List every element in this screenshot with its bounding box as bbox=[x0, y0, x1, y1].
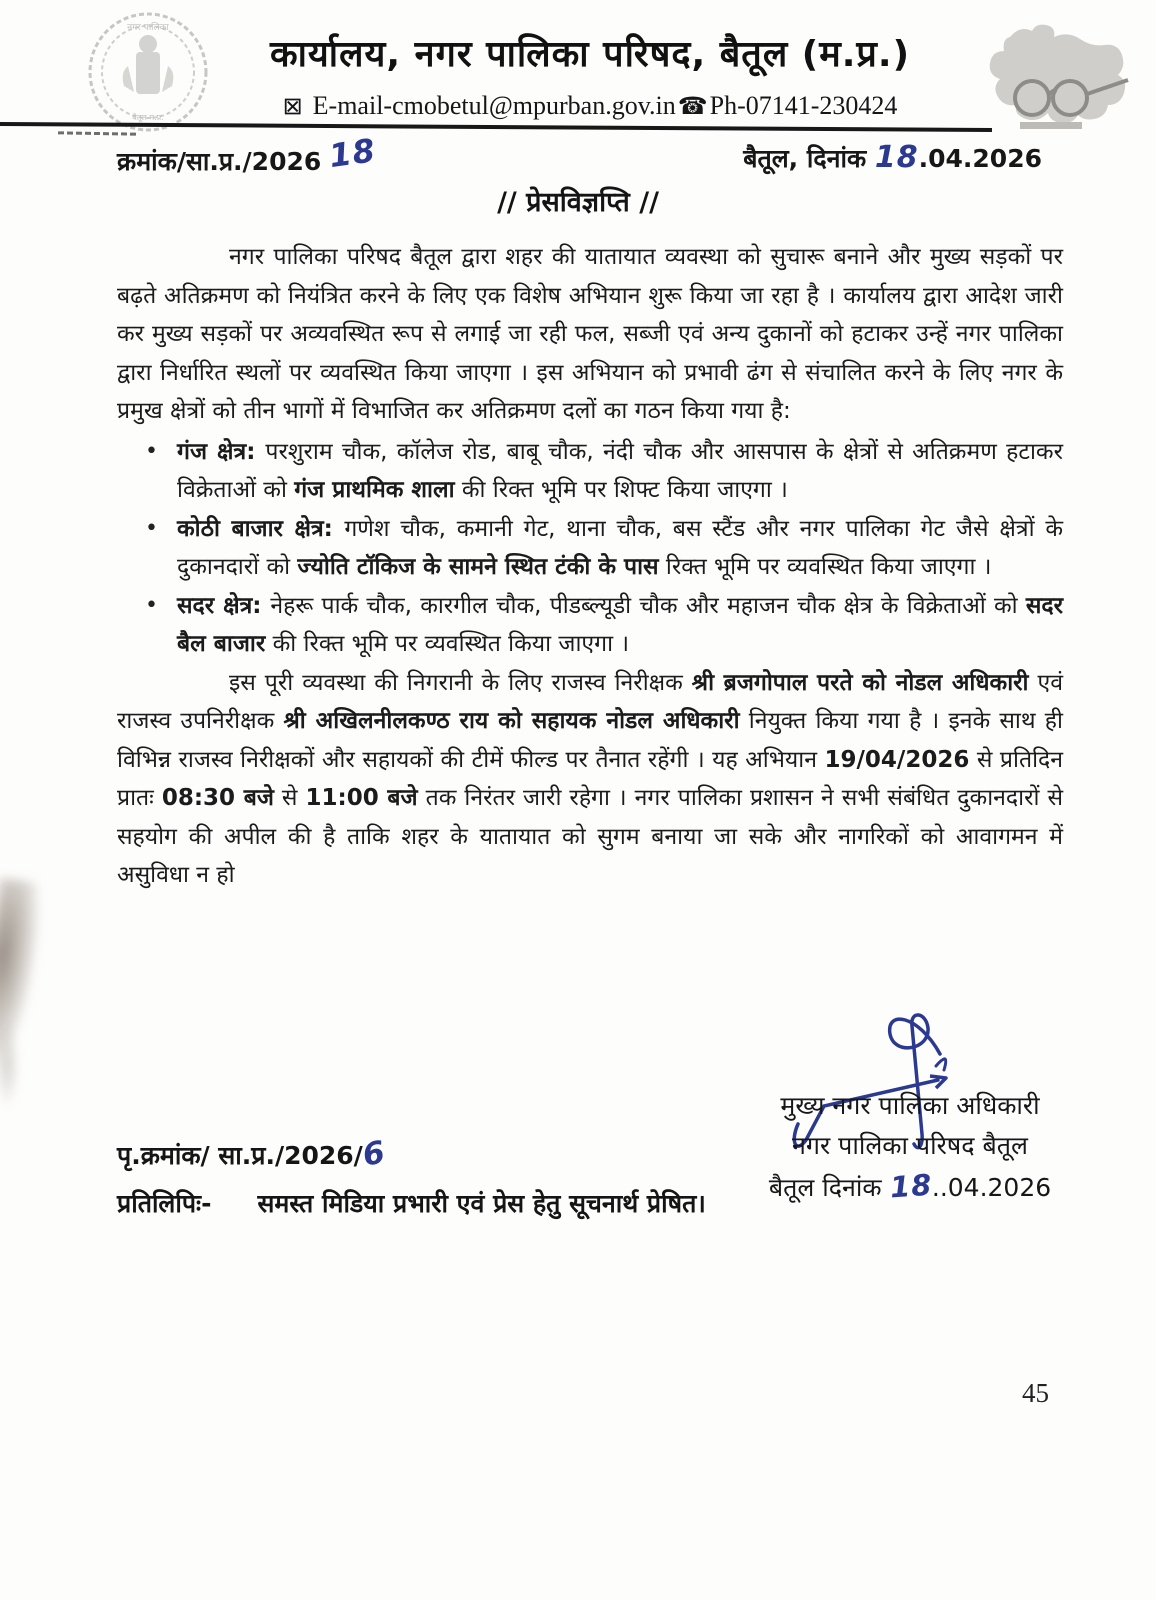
copy-to-text: समस्त मिडिया प्रभारी एवं प्रेस हेतु सूचनार्थ प्रेषित। bbox=[257, 1189, 706, 1218]
scan-smudge-light bbox=[0, 1020, 20, 1110]
header-divider-dash bbox=[58, 131, 136, 135]
svg-text:नगर पालिका: नगर पालिका bbox=[127, 23, 169, 33]
endorsement-block bbox=[117, 1136, 706, 1220]
zone-item-sadar: • सदर क्षेत्र: नेहरू पार्क चौक, कारगील चौक, पीडब्ल्यूडी चौक और महाजन चौक क्षेत्र के विक्रेताओं को सदर बैल बाजार की रिक्त भूमि पर व्यवस्थित किया जाएगा । bbox=[117, 587, 1063, 664]
signatory-title: मुख्य नगर पालिका अधिकारी bbox=[780, 1091, 1040, 1120]
signatory-designation bbox=[730, 1086, 1090, 1208]
place-date: बैतूल, दिनांक 18.04.2026 bbox=[743, 140, 1042, 175]
signature-date: बैतूल दिनांक 18..04.2026 bbox=[730, 1166, 1090, 1208]
reference-row bbox=[117, 131, 1042, 178]
paragraph-intro: नगर पालिका परिषद बैतूल द्वारा शहर की यातायात व्यवस्था को सुचारू बनाने और मुख्य सड़कों पर बढ़ते अतिक्रमण को नियंत्रित करने के लिए एक विशेष अभियान शुरू किया जा रहा है । कार्यालय द्वारा आदेश जारी कर मुख्य सड़कों पर अव्यवस्थित रूप से लगाई जा रही फल, सब्जी एवं अन्य दुकानों को हटाकर उन्हें नगर पालिका द्वारा निर्धारित स्थलों पर व्यवस्थित किया जाएगा । इस अभियान को प्रभावी ढंग से संचालित करने के लिए नगर के प्रमुख क्षेत्रों को तीन भागों में विभाजित कर अतिक्रमण दलों का गठन किया गया है: bbox=[117, 244, 1063, 424]
reference-number: क्रमांक/सा.प्र./2026 18 bbox=[117, 131, 379, 176]
letterhead bbox=[180, 28, 1000, 121]
office-title: कार्यालय, नगर पालिका परिषद, बैतूल (म.प्र.) bbox=[269, 34, 911, 75]
email-icon: ⊠ bbox=[282, 94, 303, 120]
handwritten-date-day: 18 bbox=[874, 140, 919, 175]
copy-to-line bbox=[117, 1186, 706, 1220]
zone-item-ganj: • गंज क्षेत्र: परशुराम चौक, कॉलेज रोड, बाबू चौक, नंदी चौक और आसपास के क्षेत्रों से अतिक्रमण हटाकर विक्रेताओं को गंज प्राथमिक शाला की रिक्त भूमि पर शिफ्ट किया जाएगा । bbox=[117, 433, 1063, 510]
handwritten-sign-day: 18 bbox=[888, 1167, 934, 1205]
endorsement-number: पृ.क्रमांक/ सा.प्र./2026/6 bbox=[117, 1134, 389, 1174]
handwritten-endorsement-number: 6 bbox=[359, 1134, 389, 1174]
email-text: E-mail-cmobetul@mpurban.gov.in bbox=[312, 91, 676, 120]
zone-item-kothi-bazar: • कोठी बाजार क्षेत्र: गणेश चौक, कमानी गेट, थाना चौक, बस स्टैंड और नगर पालिका गेट जैसे क्षेत्रों के दुकानदारों को ज्योति टॉकिज के सामने स्थित टंकी के पास रिक्त भूमि पर व्यवस्थित किया जाएगा । bbox=[117, 510, 1063, 587]
phone-text: Ph-07141-230424 bbox=[709, 91, 898, 120]
handwritten-ref-number: 18 bbox=[326, 131, 379, 176]
svg-text:बैतूल म.प्र.: बैतूल म.प्र. bbox=[132, 113, 164, 122]
paragraph-details: इस पूरी व्यवस्था की निगरानी के लिए राजस्व निरीक्षक श्री ब्रजगोपाल परते को नोडल अधिकारी एवं राजस्व उपनिरीक्षक श्री अखिलनीलकण्ठ राय को सहायक नोडल अधिकारी नियुक्त किया गया है । इनके साथ ही विभिन्न राजस्व निरीक्षकों और सहायकों की टीमें फील्ड पर तैनात रहेंगी । यह अभियान 19/04/2026 से प्रतिदिन प्रातः 08:30 बजे से 11:00 बजे तक निरंतर जारी रहेगा । नगर पालिका प्रशासन ने सभी संबंधित दुकानदारों से सहयोग की अपील की है ताकि शहर के यातायात को सुगम बनाया जा सके और नागरिकों को आवागमन में असुविधा न हो bbox=[117, 669, 1064, 888]
contact-line bbox=[180, 91, 1000, 121]
copy-to-label: प्रतिलिपिः- bbox=[117, 1189, 212, 1218]
signature-block bbox=[730, 1008, 1090, 1208]
zone-list bbox=[117, 433, 1063, 664]
body-text bbox=[117, 238, 1063, 895]
press-release-title: // प्रेसविज्ञप्ति // bbox=[497, 187, 659, 218]
page-number: 45 bbox=[1022, 1378, 1049, 1408]
signatory-org: नगर पालिका परिषद बैतूल bbox=[792, 1131, 1028, 1160]
phone-icon: ☎ bbox=[677, 94, 708, 120]
